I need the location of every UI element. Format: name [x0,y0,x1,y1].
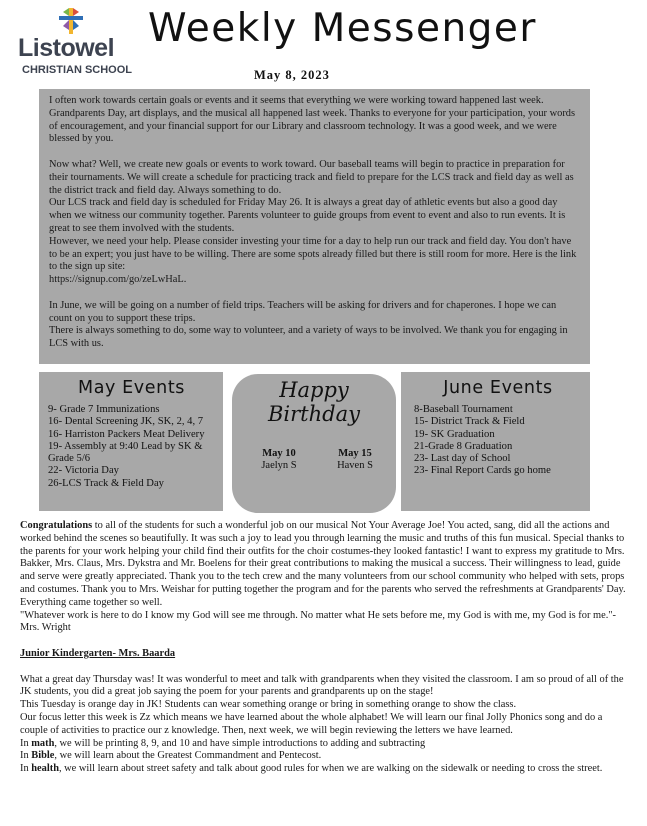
intro-paragraph: Our LCS track and field day is scheduled for Friday May 26. It is always a great day of athletic events but also a good day when we witness our community together. Parents volunteer to guide groups from event to event and also to run events. It is great to see them involved with the students. [49,197,566,234]
list-item: 8-Baseball Tournament [414,404,513,415]
list-item: 19- SK Graduation [414,428,495,440]
quote-paragraph: "Whatever work is here to do I know my God will see me through. No matter what He sets before me, my God is with me, my God is for me."- Mrs. Wright [20,609,617,634]
jk-paragraph: Our focus letter this week is Zz which means we have learned about the whole alphabet! We will learn our final Jolly Phonics song and do a couple of activities to practice our z knowledge. Then, next week, we will begin reviewing the letters we have learned. [20,711,603,736]
bible-text: , we will learn about the Greatest Commandment and Pentecost. [54,750,322,762]
list-item: 22- Victoria Day [48,465,119,477]
health-text: , we will learn about street safety and talk about good rules for when we are walking on the sidewalk or needing to cross the street. [58,763,603,775]
birthday-entry [244,448,314,472]
signup-link[interactable]: https://signup.com/go/zeLwHaL. [49,274,187,286]
intro-paragraph: Now what? Well, we create new goals or events to work toward. Our baseball teams will begin to practice in preparation for their tournaments. We will create a schedule for practicing track and field to prepare for the LCS track and field day as well as the district track and field day. Always something to do. [49,158,574,196]
birthday-title [232,378,396,426]
birthday-name: Jaelyn S [261,460,297,471]
jk-paragraph: This Tuesday is orange day in JK! Students can wear something orange or bring in something orange to show the class. [20,699,517,711]
in-prefix: In [20,763,32,775]
list-item: 23- Final Report Cards go home [414,465,551,477]
jk-bible [20,750,630,763]
intro-paragraph: I often work towards certain goals or events and it seems that everything we were working toward happened last week. Grandparents Day, art displays, and the musical all happened last week. Thanks to everyone for your participation, your words of encouragement, and your financial support for our Library and classroom technology. It was a good week, and we were blessed by you. [49,95,576,145]
birthday-title-line: Happy [279,378,349,402]
health-label: health [31,763,59,775]
intro-paragraph: However, we need your help. Please consider investing your time for a day to help run our track and field day. You don't have to be an expert; you just have to be willing. There are some spots already filled but there is still room for more. Here is the link to the sign up site: [49,235,577,273]
list-item: 26-LCS Track & Field Day [48,477,164,489]
intro-paragraph: In June, we will be going on a number of field trips. Teachers will be asking for drivers and for chaperones. I hope we can count on you to support these trips. [49,299,557,324]
jk-math [20,738,630,751]
logo-subtitle: CHRISTIAN SCHOOL [22,64,132,76]
list-item: 23- Last day of School [414,453,511,465]
intro-paragraph: There is always something to do, some way to volunteer, and a variety of ways to be involved. We thank you for engaging in LCS with us. [49,325,568,350]
may-events-box [39,372,223,511]
congrats-text: to all of the students for such a wonderful job on our musical Not Your Average Joe! You acted, sang, did all the actions and worked behind the scenes so beautifully. It was such a joy to lead you through learning the music and truths of this fun musical. Special thanks to the parents for your work helping your child find their outfits for the choir costumes-they looked fantastic! I want to express my gratitude to Mrs. Bakker, Mrs. Claus, Mrs. Dykstra and Mr. Boelens for their great contributions to making the musical a success. Their willingness to lead, guide and serve were greatly appreciated. Thank you to the tech crew and the many volunteers from our school community who helped with sets, props and costumes. Thank you to Mrs. Weishar for putting together the program and for the parents who served the refreshments at Grandparents' Day. Everything came together so well. [20,520,626,608]
list-item: 19- Assembly at 9:40 Lead by SK & Grade 5/6 [48,440,203,465]
birthday-date: May 15 [338,448,372,459]
jk-heading: Junior Kindergarten- Mrs. Baarda [20,647,176,659]
may-events-list [48,404,215,490]
may-events-title: May Events [78,378,185,398]
birthday-box [232,374,396,513]
in-prefix: In [20,737,32,749]
congrats-paragraph [20,520,630,610]
birthday-entry [320,448,390,472]
school-logo [18,6,132,76]
june-events-box [401,372,590,511]
jk-paragraph: What a great day Thursday was! It was wonderful to meet and talk with grandparents when they visited the classroom. I am so proud of all of the JK students, you did a great job saying the poem for your parents and grandparents up on the stage! [20,673,624,698]
list-item: 15- District Track & Field [414,416,525,428]
bible-label: Bible [31,750,55,762]
cross-logo-icon [56,6,86,36]
list-item: 9- Grade 7 Immunizations [48,404,160,415]
congrats-lead: Congratulations [20,520,93,531]
newsletter-body [20,520,630,776]
math-label: math [31,737,55,749]
birthday-date: May 10 [262,448,296,459]
jk-health [20,763,630,776]
logo-name: Listowel [18,34,115,62]
newsletter-date: May 8, 2023 [254,68,330,82]
list-item: 16- Harriston Packers Meat Delivery [48,428,205,440]
june-events-list [414,404,582,478]
list-item: 16- Dental Screening JK, SK, 2, 4, 7 [48,416,204,428]
in-prefix: In [20,750,32,762]
birthday-title-line: Birthday [268,402,360,426]
list-item: 21-Grade 8 Graduation [414,440,513,452]
math-text: , we will be printing 8, 9, and 10 and have simple introductions to adding and subtracting [54,737,426,749]
intro-message-box [39,89,590,364]
june-events-title: June Events [443,378,553,398]
birthday-name: Haven S [337,460,373,471]
newsletter-title: Weekly Messenger [148,6,537,51]
